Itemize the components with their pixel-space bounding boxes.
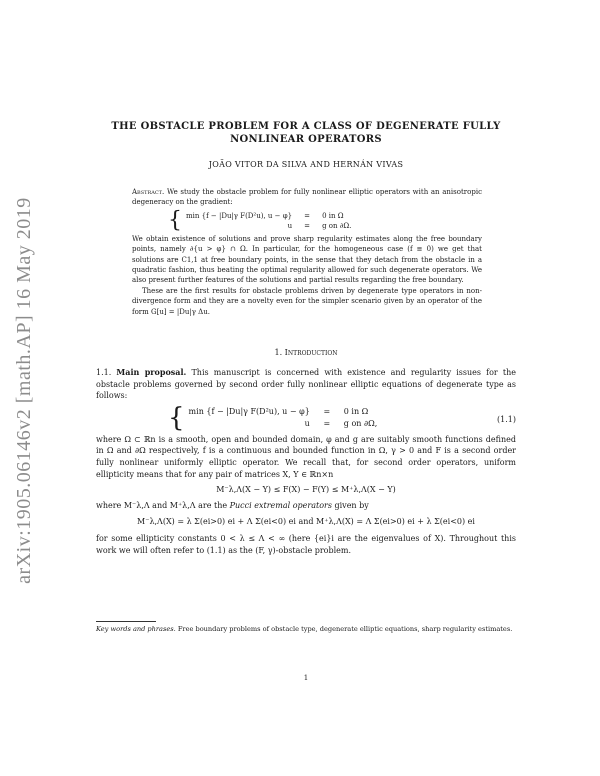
section-heading: 1. Introduction — [274, 348, 338, 357]
title-line-1: THE OBSTACLE PROBLEM FOR A CLASS OF DEGENERATE FULLY — [111, 121, 501, 132]
equation-number: (1.1) — [497, 414, 516, 424]
abstract-label: Abstract. — [132, 188, 165, 196]
abs-eq-row1-right: 0 in Ω — [322, 211, 344, 220]
brace-icon: { — [168, 402, 185, 433]
eq-row2-right: g on ∂Ω, — [343, 418, 378, 428]
equation-1-1 — [168, 402, 516, 433]
eq-row1-mid: = — [323, 407, 331, 417]
abs-eq-row2-right: g on ∂Ω. — [322, 221, 352, 230]
paper-title — [96, 120, 516, 146]
abstract-paragraph-2: These are the first results for obstacle problems driven by degenerate type operators in non-divergence form and they are a novelty even for the simpler scenario given by an operator of the form G[u] = |Du|γ Δu. — [132, 286, 482, 316]
abs-eq-row1-left: min {f − |Du|γ F(D²u), u − φ} — [186, 211, 293, 220]
arxiv-identifier-text: arXiv:1905.06146v2 [math.AP] 16 May 2019 — [12, 196, 35, 584]
brace-icon: { — [168, 207, 182, 233]
subsection-text: This manuscript is concerned with existence and regularity issues for the obstacle problems governed by second order fully nonlinear elliptic equations of degenerate type as follows: — [96, 368, 517, 401]
footnote-rule — [96, 621, 156, 622]
footnote-text: Free boundary problems of obstacle type, degenerate elliptic equations, sharp regularity estimates. — [177, 625, 513, 633]
abstract-paragraph-1: We obtain existence of solutions and prove sharp regularity estimates along the free boundary points, namely ∂{u > φ} ∩ Ω. In particular, for the homogeneous case (f ≡ 0) we get that solutions are C1,1 at free boundary points, in the sense that they detach from the obstacle in a quadratic fashion, thus beating the optimal regularity allowed for such degenerate operators. We also present further features of the solutions and partial results regarding the free boundary. — [132, 234, 482, 285]
abs-eq-row2-mid: = — [304, 221, 311, 230]
abs-eq-row1-mid: = — [304, 211, 311, 220]
footnote — [96, 625, 516, 634]
page-number: 1 — [303, 674, 309, 682]
paragraph-pucci — [96, 500, 516, 512]
subsection-number: 1.1. — [96, 368, 112, 377]
ellipticity-equation: M⁻λ,Λ(X − Y) ≤ F(X) − F(Y) ≤ M⁺λ,Λ(X − Y) — [216, 485, 396, 495]
pucci-equation: M⁻λ,Λ(X) = λ Σ(ei>0) ei + Λ Σ(ei<0) ei and M⁺λ,Λ(X) = Λ Σ(ei>0) ei + λ Σ(ei<0) ei — [137, 517, 475, 527]
eq-row1-right: 0 in Ω — [343, 407, 369, 417]
paragraph-constants: for some ellipticity constants 0 < λ ≤ Λ < ∞ (here {ei}i are the eigenvalues of X). Throughout this work we will often refer to (1.1) as the (F, γ)-obstacle problem. — [96, 533, 516, 555]
abstract — [132, 187, 482, 317]
abs-eq-row2-left: u — [287, 221, 293, 230]
authors: JOÃO VITOR DA SILVA AND HERNÁN VIVAS — [208, 160, 404, 169]
subsection-paragraph — [96, 367, 516, 402]
abstract-intro: We study the obstacle problem for fully nonlinear elliptic operators with an anisotropic degeneracy on the gradient: — [132, 188, 482, 207]
pucci-text-after: given by — [334, 500, 369, 510]
subsection-title: Main proposal. — [116, 367, 187, 377]
eq-row1-left: min {f − |Du|γ F(D²u), u − φ} — [188, 407, 310, 417]
abstract-equation — [168, 207, 482, 233]
eq-row2-mid: = — [323, 418, 331, 428]
arxiv-identifier — [4, 150, 44, 630]
title-line-2: NONLINEAR OPERATORS — [230, 134, 382, 145]
paragraph-where: where Ω ⊂ ℝn is a smooth, open and bounded domain, φ and g are suitably smooth functions defined in Ω and ∂Ω respectively, f is a continuous and bounded function in Ω, γ > 0 and F is a second order fully nonlinear uniformly elliptic operator. We recall that, for second order operators, uniform ellipticity means that for any pair of matrices X, Y ∈ ℝn×n — [96, 434, 516, 479]
footnote-label: Key words and phrases. — [96, 625, 176, 633]
eq-row2-left: u — [304, 418, 310, 428]
body-text — [96, 367, 516, 556]
pucci-text-before: where M⁻λ,Λ and M⁺λ,Λ are the — [96, 500, 228, 510]
pucci-italic: Pucci extremal operators — [229, 500, 332, 510]
